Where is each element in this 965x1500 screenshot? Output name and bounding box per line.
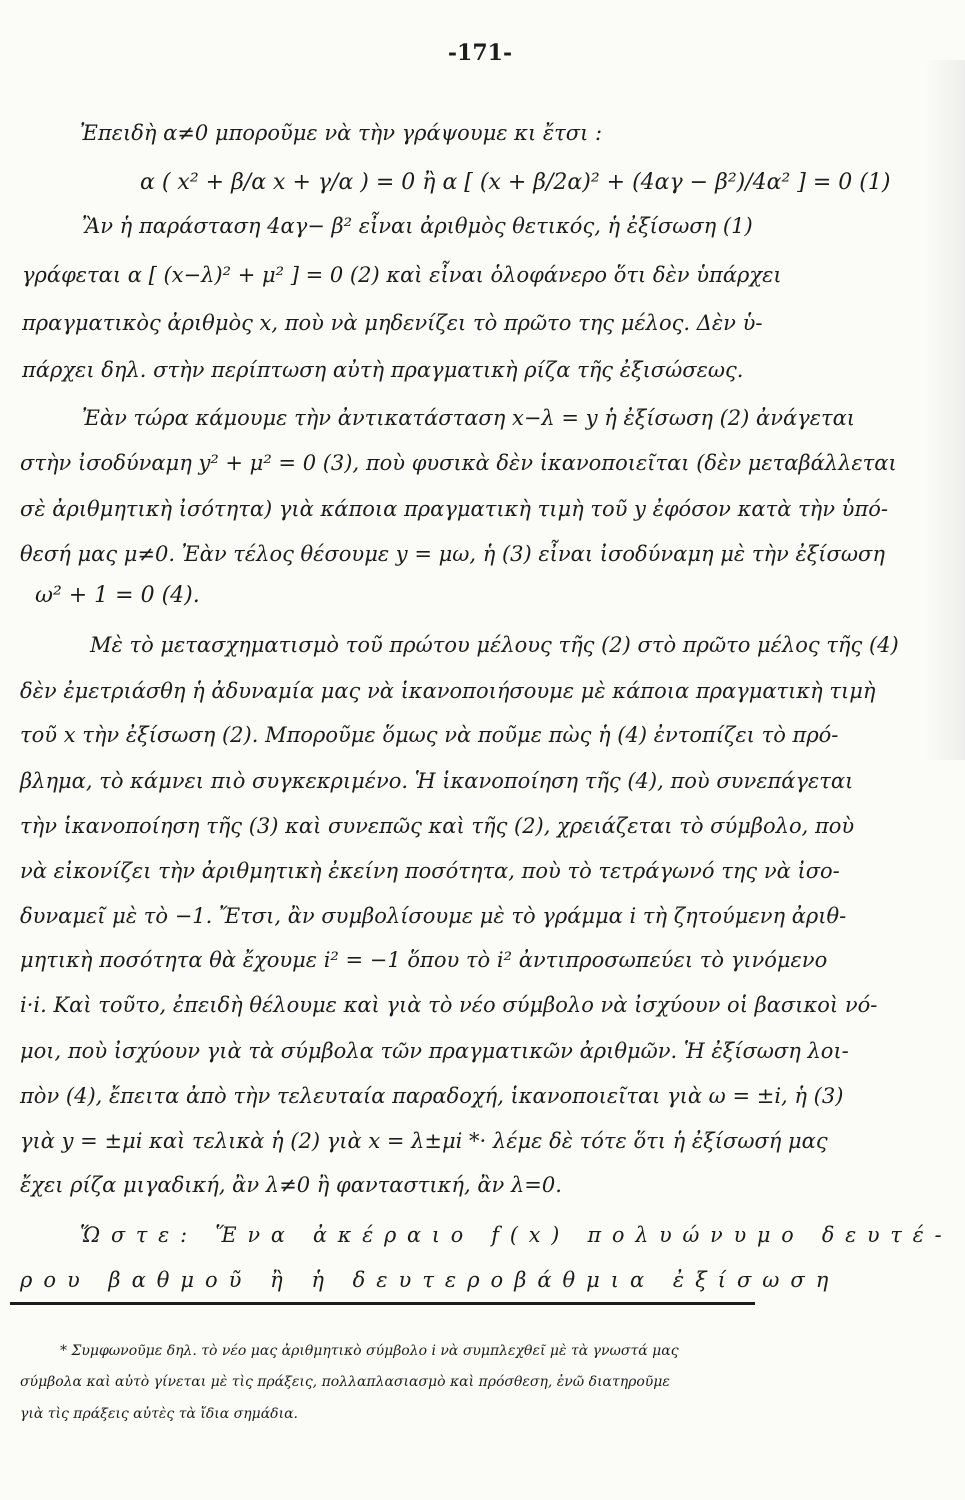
- text-line-6: πάρχει δηλ. στὴν περίπτωση αὐτὴ πραγματικὴ ρίζα τῆς ἐξισώσεως.: [22, 358, 744, 382]
- text-line-7: Ἐὰν τώρα κάμουμε τὴν ἀντικατάσταση x−λ = y ἡ ἐξίσωση (2) ἀνάγεται: [82, 406, 856, 430]
- text-line-8: στὴν ἰσοδύναμη y² + μ² = 0 (3), ποὺ φυσικὰ δὲν ἱκανοποιεῖται (δὲν μεταβάλλεται: [20, 451, 897, 475]
- text-line-20: i·i. Καὶ τοῦτο, ἐπειδὴ θέλουμε καὶ γιὰ τὸ νέο σύμβολο νὰ ἰσχύουν οἱ βασικοὶ νό-: [20, 993, 878, 1017]
- footnote-line-2: σύμβολα καὶ αὐτὸ γίνεται μὲ τὶς πράξεις, πολλαπλασιασμὸ καὶ πρόσθεση, ἐνῶ διατηροῦμε: [20, 1374, 670, 1390]
- footnote-line-3: γιὰ τὶς πράξεις αὐτὲς τὰ ἴδια σημάδια.: [20, 1406, 298, 1422]
- text-line-15: βλημα, τὸ κάμνει πιὸ συγκεκριμένο. Ἡ ἱκανοποίηση τῆς (4), ποὺ συνεπάγεται: [20, 769, 854, 793]
- text-line-23: γιὰ y = ±μi καὶ τελικὰ ἡ (2) γιὰ x = λ±μi *· λέμε δὲ τότε ὅτι ἡ ἐξίσωσή μας: [20, 1129, 828, 1153]
- theorem-line-2: ρου βαθμοῦ ἢ ἡ δευτεροβάθμια ἐξίσωση: [20, 1268, 840, 1292]
- text-line-17: νὰ εἰκονίζει τὴν ἀριθμητικὴ ἐκείνη ποσότητα, ποὺ τὸ τετράγωνό της νὰ ἰσο-: [20, 859, 840, 883]
- text-line-24: ἔχει ρίζα μιγαδική, ἂν λ≠0 ἢ φανταστική, ἂν λ=0.: [20, 1173, 562, 1197]
- text-line-4: γράφεται α [ (x−λ)² + μ² ] = 0 (2) καὶ εἶναι ὁλοφάνερο ὅτι δὲν ὑπάρχει: [22, 263, 782, 287]
- footnote-line-1: * Συμφωνοῦμε δηλ. τὸ νέο μας ἀριθμητικὸ σύμβολο i νὰ συμπλεχθεῖ μὲ τὰ γνωστά μας: [60, 1343, 679, 1359]
- text-line-19: μητικὴ ποσότητα θὰ ἔχουμε i² = −1 ὅπου τὸ i² ἀντιπροσωπεύει τὸ γινόμενο: [20, 948, 828, 972]
- text-line-14: τοῦ x τὴν ἐξίσωση (2). Μποροῦμε ὅμως νὰ ποῦμε πὼς ἡ (4) ἐντοπίζει τὸ πρό-: [20, 723, 839, 747]
- equation-1: α ( x² + β/α x + γ/α ) = 0 ἢ α [ (x + β/2α)² + (4αγ − β²)/4α² ] = 0 (1): [140, 170, 891, 195]
- text-line-9: σὲ ἀριθμητικὴ ἰσότητα) γιὰ κάποια πραγματικὴ τιμὴ τοῦ y ἐφόσον κατὰ τὴν ὑπό-: [20, 497, 888, 521]
- text-line-18: δυναμεῖ μὲ τὸ −1. Ἔτσι, ἂν συμβολίσουμε μὲ τὸ γράμμα i τὴ ζητούμενη ἀριθ-: [20, 904, 847, 928]
- bleed-through-shadow: [925, 60, 965, 760]
- text-line-1: Ἐπειδὴ α≠0 μποροῦμε νὰ τὴν γράψουμε κι ἔτσι :: [80, 121, 603, 145]
- text-line-12: Μὲ τὸ μετασχηματισμὸ τοῦ πρώτου μέλους τῆς (2) στὸ πρῶτο μέλος τῆς (4): [90, 633, 899, 657]
- text-line-16: τὴν ἱκανοποίηση τῆς (3) καὶ συνεπῶς καὶ τῆς (2), χρειάζεται τὸ σύμβολο, ποὺ: [20, 814, 855, 838]
- text-line-21: μοι, ποὺ ἰσχύουν γιὰ τὰ σύμβολα τῶν πραγματικῶν ἀριθμῶν. Ἡ ἐξίσωση λοι-: [20, 1039, 849, 1063]
- text-line-13: δὲν ἐμετριάσθη ἡ ἀδυναμία μας νὰ ἱκανοποιήσουμε μὲ κάποια πραγματικὴ τιμὴ: [20, 679, 876, 703]
- text-line-22: πὸν (4), ἔπειτα ἀπὸ τὴν τελευταία παραδοχή, ἱκανοποιεῖται γιὰ ω = ±i, ἡ (3): [20, 1084, 844, 1108]
- equation-4: ω² + 1 = 0 (4).: [35, 583, 200, 608]
- text-line-10: θεσή μας μ≠0. Ἐὰν τέλος θέσουμε y = μω, ἡ (3) εἶναι ἰσοδύναμη μὲ τὴν ἐξίσωση: [20, 542, 885, 566]
- footnote-divider: [10, 1302, 755, 1305]
- text-line-5: πραγματικὸς ἀριθμὸς x, ποὺ νὰ μηδενίζει τὸ πρῶτο της μέλος. Δὲν ὑ-: [22, 311, 763, 335]
- page-number: -171-: [447, 40, 513, 66]
- text-line-3: Ἂν ἡ παράσταση 4αγ− β² εἶναι ἀριθμὸς θετικός, ἡ ἐξίσωση (1): [82, 214, 753, 238]
- theorem-line-1: Ὥστε: Ἕνα ἀκέραιο f(x) πολυώνυμο δευτέ-: [80, 1223, 953, 1247]
